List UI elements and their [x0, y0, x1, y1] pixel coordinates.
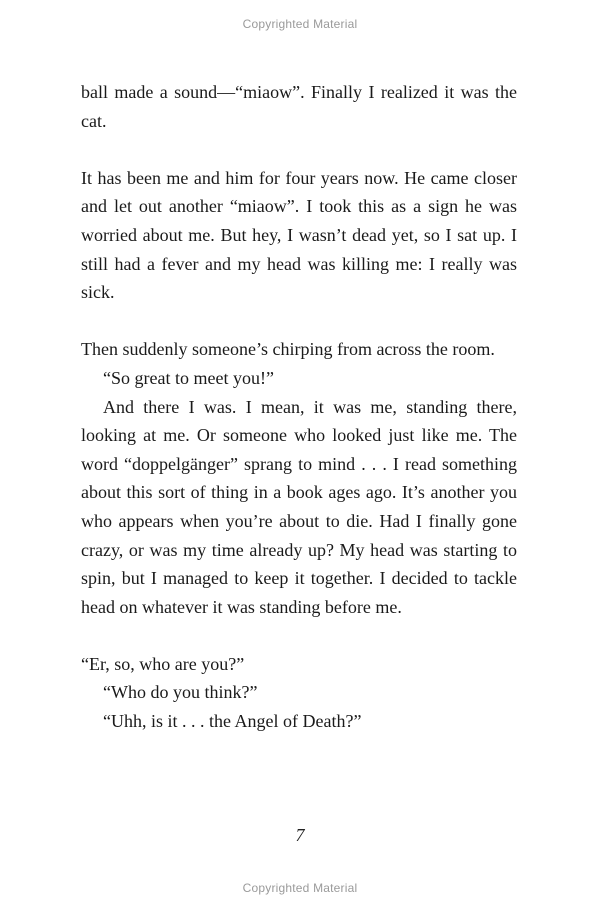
copyright-watermark-bottom: Copyrighted Material [242, 881, 358, 895]
paragraph: “So great to meet you!” [103, 367, 274, 388]
paragraph: “Er, so, who are you?” [81, 653, 245, 674]
paragraph: “Who do you think?” [103, 682, 258, 703]
paragraph: And there I was. I mean, it was me, standing there, looking at me. Or someone who looked just like me. The word “doppelgänger” sprang to mind . . . I read something about this sort of thing in a book ages ago. It’s another you who appears when you’re about to die. Had I finally gone crazy, or was my time already up? My head was starting to spin, but I managed to keep it together. I decided to tackle head on whatever it was standing before me. [81, 396, 517, 617]
paragraph: “Uhh, is it . . . the Angel of Death?” [103, 711, 362, 732]
body-text [81, 78, 517, 736]
copyright-watermark-top: Copyrighted Material [242, 17, 358, 31]
paragraph: ball made a sound—“miaow”. Finally I realized it was the cat. [81, 82, 517, 131]
page-number: 7 [295, 825, 305, 845]
paragraph: It has been me and him for four years now. He came closer and let out another “miaow”. I took this as a sign he was worried about me. But hey, I wasn’t dead yet, so I sat up. I still had a fever and my head was killing me: I really was sick. [81, 167, 517, 303]
paragraph: Then suddenly someone’s chirping from across the room. [81, 339, 495, 360]
